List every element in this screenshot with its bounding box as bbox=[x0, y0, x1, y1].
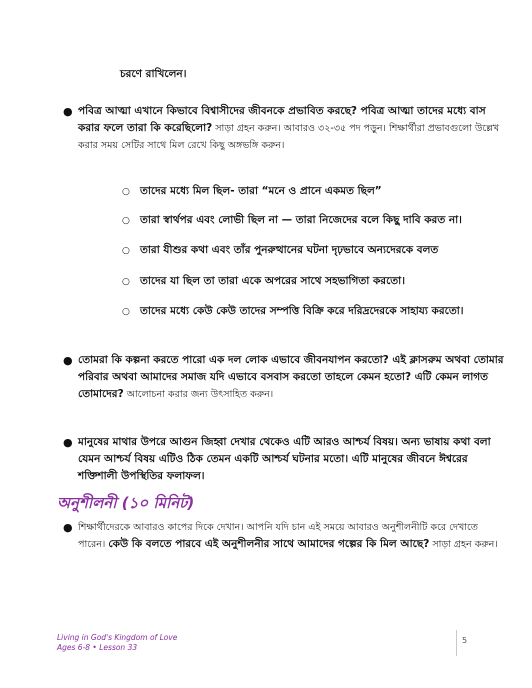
continuation-text: চরণে রাখিলেন। bbox=[120, 68, 187, 80]
bullet-normal-text: সাড়া গ্রহন করুন। bbox=[429, 539, 498, 550]
sub-list-item bbox=[122, 212, 515, 229]
section-heading: অনুশীলনী (১০ মিনিট) bbox=[57, 494, 195, 512]
bullet-normal-text: আলোচনা করার জন্য উৎসাহিত করুন। bbox=[123, 389, 274, 400]
bullet-item bbox=[63, 434, 508, 485]
footer-title: Living in God's Kingdom of Love bbox=[57, 633, 178, 642]
sub-list-text: তাদের মধ্যে মিল ছিল- তারা “মনে ও প্রানে একমত ছিল” bbox=[140, 185, 382, 197]
bullet-item bbox=[63, 103, 508, 154]
bullet-bold-text: তোমরা কি কল্পনা করতে পারো এক দল লোক এভাবে জীবনযাপন করতো? এই ক্লাসরুম অথবা তোমার পরিবার অথবা আমাদের সমাজ যদি এভাবে বসবাস করতো তাহলে কেমন হতো? এটি কেমন লাগত তোমাদের? bbox=[78, 354, 504, 400]
footer-divider bbox=[456, 630, 457, 656]
sub-list-item bbox=[122, 303, 515, 320]
bullet-bold-text: পবিত্র আত্মা এখানে কিভাবে বিশ্বাসীদের জীবনকে প্রভাবিত করছে? পবিত্র আত্মা তাদের মধ্যে বাস করার ফলে তারা কি করেছিলো? bbox=[78, 105, 486, 134]
bullet-dot-icon: ● bbox=[63, 521, 73, 534]
page-number: 5 bbox=[462, 636, 468, 645]
circle-bullet-icon: ○ bbox=[122, 277, 130, 287]
footer-lesson-info bbox=[57, 633, 177, 653]
circle-bullet-icon: ○ bbox=[122, 307, 130, 317]
sub-list-text: তাদের মধ্যে কেউ কেউ তাদের সম্পত্তি বিক্রি করে দরিদ্রদেরকে সাহায্য করতো। bbox=[140, 305, 464, 317]
sub-list-text: তাদের যা ছিল তা তারা একে অপরের সাথে সহভাগিতা করতো। bbox=[140, 275, 405, 287]
bullet-item bbox=[63, 352, 508, 403]
bullet-dot-icon: ● bbox=[63, 105, 73, 118]
bullet-bold-text: কেউ কি বলতে পারবে এই অনুশীলনীর সাথে আমাদের গল্পের কি মিল আছে? bbox=[108, 538, 430, 550]
bullet-normal-text: সাড়া গ্রহন করুন। আবারও ৩২-৩৫ পদ পড়ুন। শিক্ষার্থীরা প্রভাবগুলো উল্লেখ করার সময় সেটির সাথে মিল রেখে কিছু অঙ্গভঙ্গি করুন। bbox=[78, 123, 500, 151]
circle-bullet-icon: ○ bbox=[122, 246, 130, 256]
bullet-dot-icon: ● bbox=[63, 436, 73, 449]
sub-list-text: তারা যীশুর কথা এবং তাঁর পুনরুত্থানের ঘটনা দৃঢ়ভাবে অন্যদেরকে বলত bbox=[140, 244, 439, 256]
sub-list-item bbox=[122, 242, 515, 259]
bullet-bold-text: মানুষের মাথার উপরে আগুন জিহ্বা দেখার থেকেও এটি আরও আশ্চর্য বিষয়। অন্য ভাষায় কথা বলা যেমন আশ্চর্য বিষয় এটিও ঠিক তেমন একটি আশ্চর্য ঘটনার মতো। এটি মানুষের জীবনে ঈশ্বরের শক্তিশালী উপস্থিতির ফলাফল। bbox=[78, 436, 491, 482]
sub-list-item bbox=[122, 273, 515, 290]
sub-list-text: তারা স্বার্থপর এবং লোভী ছিল না — তারা নিজেদের বলে কিছু দাবি করত না। bbox=[140, 214, 462, 226]
bullet-normal-text: শিক্ষার্থীদেরকে আবারও কাপের দিকে দেখান। আপনি যদি চান এই সময়ে আবারও অনুশীলনীটি করে দেখাতে পারেন। bbox=[78, 522, 478, 550]
sub-list-item bbox=[122, 183, 515, 200]
footer-subtitle: Ages 6-8 • Lesson 33 bbox=[57, 643, 138, 652]
bullet-item bbox=[63, 519, 508, 553]
bullet-dot-icon: ● bbox=[63, 354, 73, 367]
circle-bullet-icon: ○ bbox=[122, 187, 130, 197]
circle-bullet-icon: ○ bbox=[122, 216, 130, 226]
